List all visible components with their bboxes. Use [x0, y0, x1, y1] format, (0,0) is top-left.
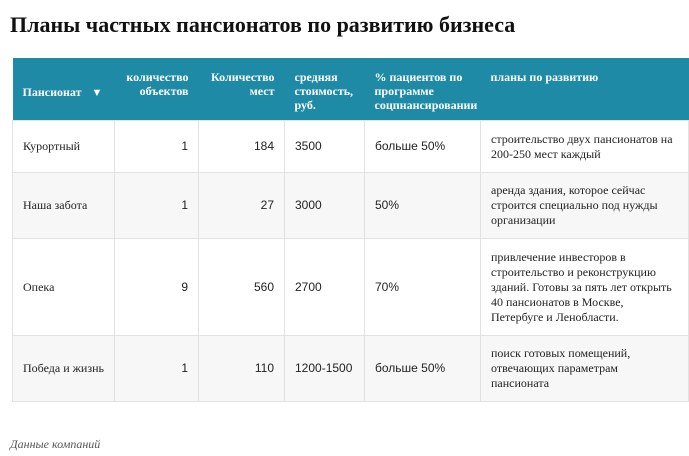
cell-average-price: 3000: [285, 173, 365, 239]
cell-average-price: 2700: [285, 239, 365, 336]
table-row: [13, 173, 689, 239]
cell-patients-percent: 50%: [365, 173, 481, 239]
cell-places-count: 110: [199, 336, 285, 402]
column-header-average-price[interactable]: средняя стоимость, руб.: [285, 58, 365, 121]
column-header-development-plans[interactable]: планы по развитию: [481, 58, 689, 121]
column-header-objects-count[interactable]: количество объектов: [115, 58, 199, 121]
table-row: [13, 121, 689, 173]
cell-pansionat: Наша забота: [13, 173, 115, 239]
cell-objects-count: 1: [115, 173, 199, 239]
cell-objects-count: 9: [115, 239, 199, 336]
cell-objects-count: 1: [115, 121, 199, 173]
cell-development-plans: строительство двух пансионатов на 200-250 мест каждый: [481, 121, 689, 173]
cell-development-plans: поиск готовых помещений, отвечающих параметрам пансионата: [481, 336, 689, 402]
cell-development-plans: привлечение инвесторов в строительство и реконструкцию зданий. Готовы за пять лет открыть 40 пансионатов в Москве, Петербуге и Ленобласти.: [481, 239, 689, 336]
cell-average-price: 3500: [285, 121, 365, 173]
cell-development-plans: аренда здания, которое сейчас строится специально под нужды организации: [481, 173, 689, 239]
sort-down-icon[interactable]: ▼: [91, 86, 103, 99]
cell-places-count: 560: [199, 239, 285, 336]
cell-places-count: 184: [199, 121, 285, 173]
cell-pansionat: Курортный: [13, 121, 115, 173]
column-header-places-count[interactable]: Количество мест: [199, 58, 285, 121]
table-header-row: [13, 58, 689, 121]
cell-places-count: 27: [199, 173, 285, 239]
column-header-patients-percent[interactable]: % пациентов по программе соцпнансировании: [365, 58, 481, 121]
column-header-pansionat[interactable]: [13, 58, 115, 121]
table-row: [13, 336, 689, 402]
table-row: [13, 239, 689, 336]
cell-patients-percent: 70%: [365, 239, 481, 336]
cell-pansionat: Опека: [13, 239, 115, 336]
column-header-label: Пансионат: [22, 84, 82, 99]
cell-pansionat: Победа и жизнь: [13, 336, 115, 402]
cell-average-price: 1200-1500: [285, 336, 365, 402]
source-note: Данные компаний: [10, 437, 101, 451]
cell-patients-percent: больше 50%: [365, 121, 481, 173]
cell-objects-count: 1: [115, 336, 199, 402]
page-title: Планы частных пансионатов по развитию бизнеса: [10, 12, 516, 37]
cell-patients-percent: больше 50%: [365, 336, 481, 402]
plans-table: [12, 58, 689, 402]
